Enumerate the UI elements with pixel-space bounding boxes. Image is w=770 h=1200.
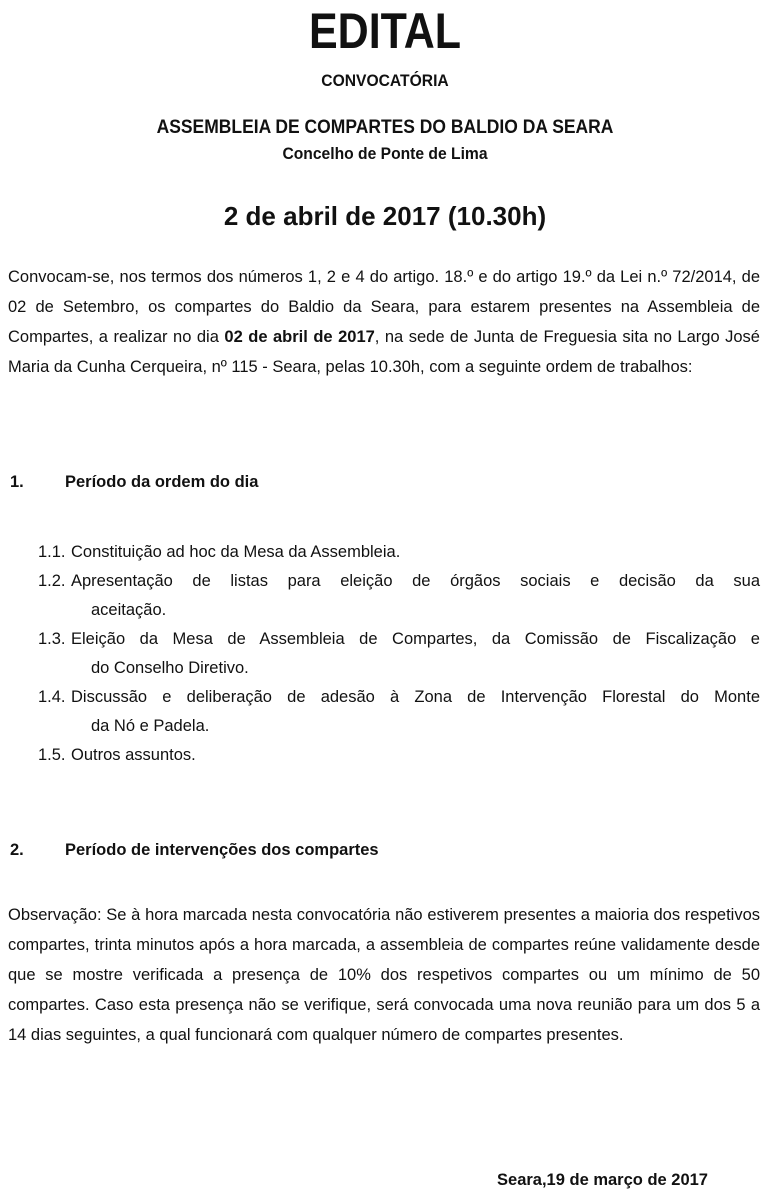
agenda-item-number: 1.5. xyxy=(38,746,66,764)
agenda-item-text-continued: da Nó e Padela. xyxy=(91,717,210,735)
intro-text-part2: , na sede de Junta de Freguesia sita no Largo José Maria da Cunha Cerqueira, nº 115 - Seara, pelas 10.30h, com a seguinte ordem de trabalhos: xyxy=(8,328,760,376)
council-heading: Concelho de Ponte de Lima xyxy=(282,144,488,163)
intro-paragraph xyxy=(8,262,760,382)
agenda-item-text: Outros assuntos. xyxy=(71,746,196,764)
intro-date-bold: 02 de abril de 2017 xyxy=(224,328,375,346)
agenda-item-number: 1.2. xyxy=(38,572,66,590)
agenda-item-number: 1.1. xyxy=(38,543,66,561)
document-subtitle: CONVOCATÓRIA xyxy=(321,71,449,90)
signature-date: Seara,19 de março de 2017 xyxy=(497,1171,708,1189)
section-2-title: Período de intervenções dos compartes xyxy=(65,841,379,859)
agenda-item xyxy=(38,683,760,741)
agenda-item-text: Discussão e deliberação de adesão à Zona de Intervenção Florestal do Monte xyxy=(71,688,760,706)
section-1-number: 1. xyxy=(10,473,24,491)
observation-paragraph: Observação: Se à hora marcada nesta convocatória não estiverem presentes a maioria dos respetivos compartes, trinta minutos após a hora marcada, a assembleia de compartes reúne validamente desde que se mostre verificada a presença de 10% dos respetivos compartes ou um mínimo de 50 compartes. Caso esta presença não se verifique, será convocada uma nova reunião para um dos 5 a 14 dias seguintes, a qual funcionará com qualquer número de compartes presentes. xyxy=(8,906,760,1044)
agenda-item-text: Apresentação de listas para eleição de órgãos sociais e decisão da sua xyxy=(71,572,760,590)
section-2-number: 2. xyxy=(10,841,24,859)
agenda-list xyxy=(38,538,760,770)
intro-text-part1: Convocam-se, nos termos dos números 1, 2 e 4 do artigo. 18.º e do artigo 19.º da Lei n.º 72/2014, de 02 de Setembro, os compartes do Baldio da Seara, para estarem presentes na Assembleia de Compartes, a realizar no dia xyxy=(8,268,760,346)
agenda-item-number: 1.3. xyxy=(38,630,66,648)
agenda-item xyxy=(38,625,760,683)
meeting-date-time: 2 de abril de 2017 (10.30h) xyxy=(223,201,547,231)
agenda-item-number: 1.4. xyxy=(38,688,66,706)
agenda-item-text-continued: aceitação. xyxy=(91,601,167,619)
agenda-item-text: Constituição ad hoc da Mesa da Assembleia. xyxy=(71,543,401,561)
agenda-item xyxy=(38,741,760,770)
agenda-item-text-continued: do Conselho Diretivo. xyxy=(91,659,249,677)
agenda-item-text: Eleição da Mesa de Assembleia de Compartes, da Comissão de Fiscalização e xyxy=(71,630,760,648)
assembly-heading: ASSEMBLEIA DE COMPARTES DO BALDIO DA SEARA xyxy=(156,117,614,138)
agenda-item xyxy=(38,567,760,625)
section-1-title: Período da ordem do dia xyxy=(65,473,259,491)
document-title: EDITAL xyxy=(308,3,462,59)
agenda-item xyxy=(38,538,760,567)
